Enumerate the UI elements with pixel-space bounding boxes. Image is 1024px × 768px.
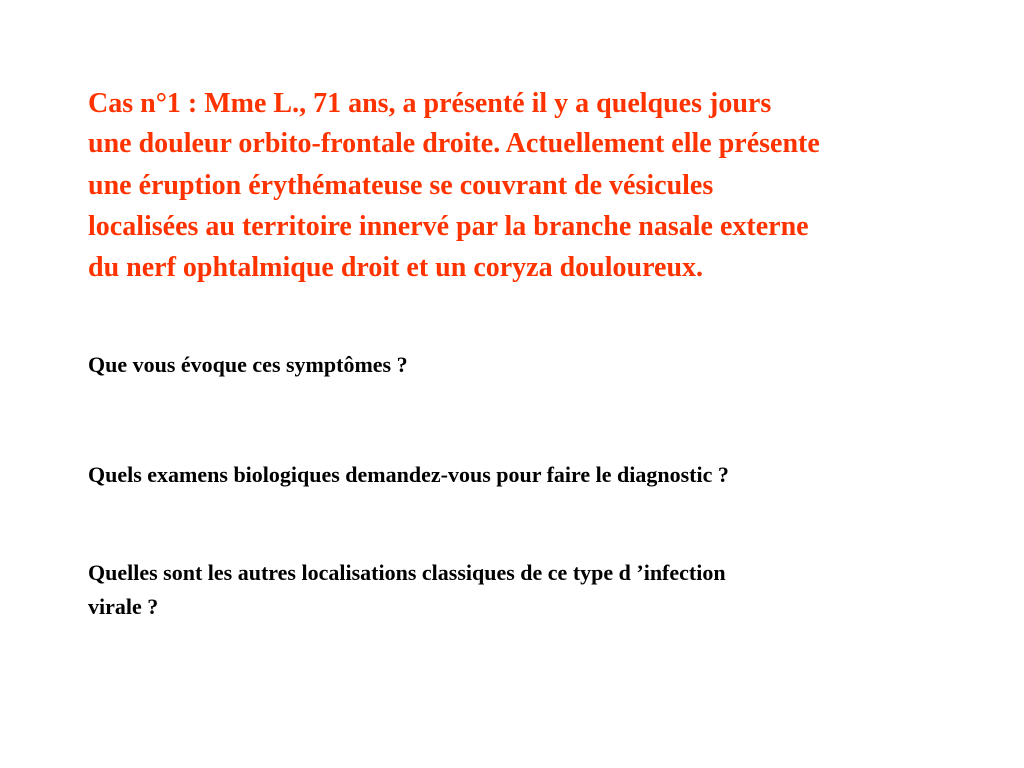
case-line-2: une douleur orbito-frontale droite. Actuellement elle présente [88,128,820,159]
case-line-4: localisées au territoire innervé par la branche nasale externe [88,211,809,242]
case-line-1: Cas n°1 : Mme L., 71 ans, a présenté il y a quelques jours [88,88,772,119]
case-line-3: une éruption érythémateuse se couvrant de vésicules [88,170,714,201]
question-2: Quels examens biologiques demandez-vous pour faire le diagnostic ? [88,462,729,487]
question-1: Que vous évoque ces symptômes ? [88,352,408,377]
question-3-line-2: virale ? [88,594,159,619]
case-line-5: du nerf ophtalmique droit et un coryza douloureux. [88,252,704,283]
question-3-line-1: Quelles sont les autres localisations classiques de ce type d ’infection [88,560,726,585]
